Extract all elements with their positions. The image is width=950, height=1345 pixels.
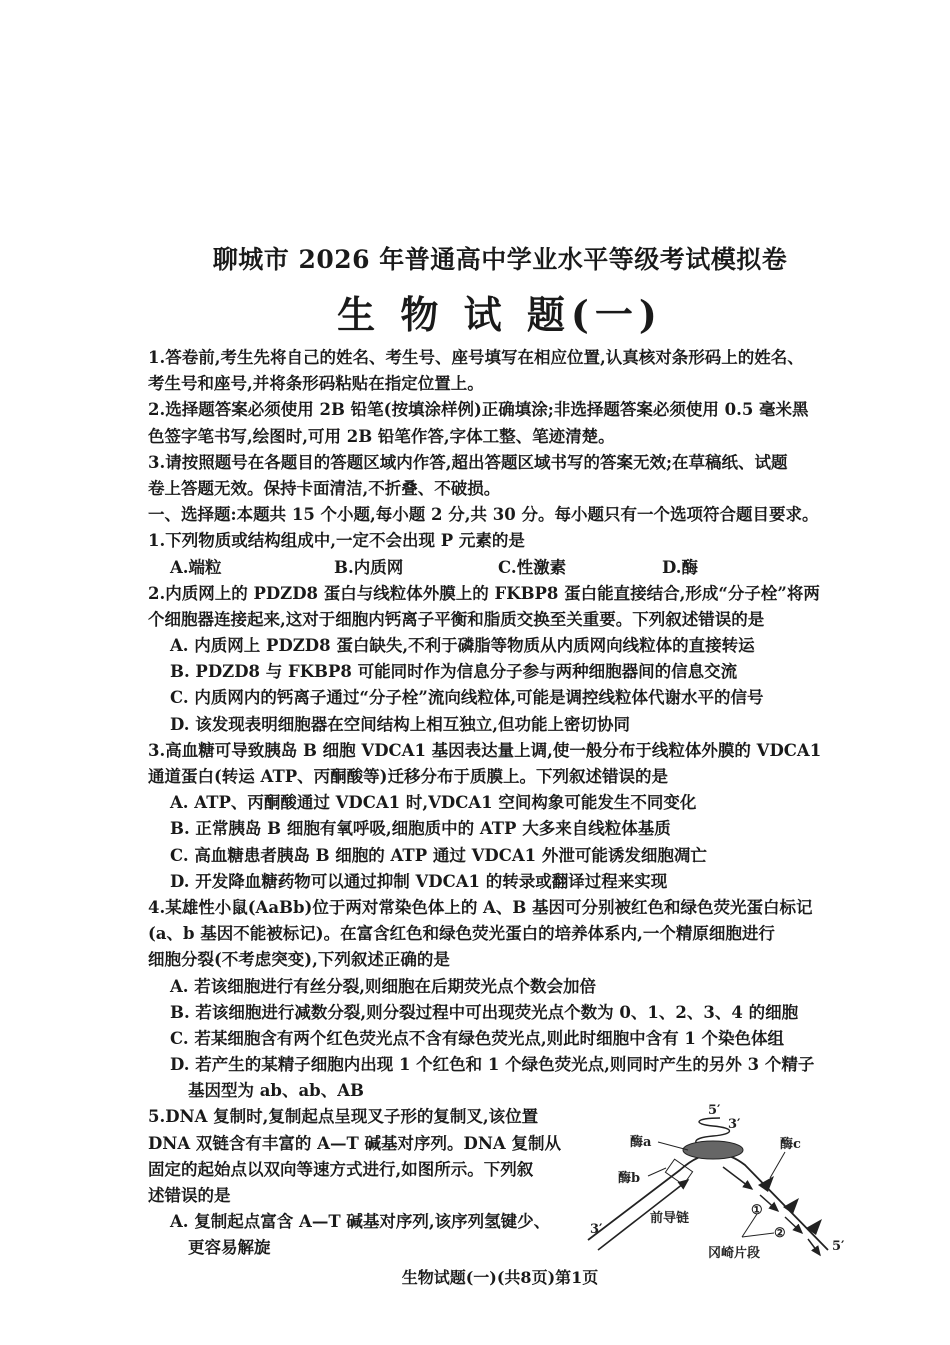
question-stem-line: 1.下列物质或结构组成中,一定不会出现 P 元素的是 <box>148 531 525 551</box>
answer-option: C.性激素 <box>498 557 567 577</box>
enzyme-c-pointer <box>770 1152 785 1178</box>
answer-option: A. 内质网上 PDZD8 蛋白缺失,不利于磷脂等物质从内质网向线粒体的直接转运 <box>170 636 755 656</box>
answer-option: B. 正常胰岛 B 细胞有氧呼吸,细胞质中的 ATP 大多来自线粒体基质 <box>170 819 671 839</box>
answer-option: 基因型为 ab、ab、AB <box>188 1081 364 1101</box>
answer-option: C. 内质网内的钙离子通过“分子栓”流向线粒体,可能是调控线粒体代谢水平的信号 <box>170 688 764 708</box>
label-enzyme-b: 酶b <box>618 1171 641 1186</box>
question-stem-line: 细胞分裂(不考虑突变),下列叙述正确的是 <box>148 950 450 970</box>
question-stem-line: 4.某雄性小鼠(AaBb)位于两对常染色体上的 A、B 基因可分别被红色和绿色荧光蛋白标记 <box>148 897 813 917</box>
label-enzyme-a: 酶a <box>630 1135 652 1150</box>
instruction-line: 考生号和座号,并将条形码粘贴在指定位置上。 <box>148 374 484 394</box>
parental-strand-outer <box>588 1154 828 1250</box>
instruction-line: 3.请按照题号在各题目的答题区域内作答,超出答题区域书写的答案无效;在草稿纸、试题 <box>148 452 788 472</box>
answer-option: A.端粒 <box>170 557 222 577</box>
answer-option: D. 该发现表明细胞器在空间结构上相互独立,但功能上密切协同 <box>170 714 630 734</box>
instruction-line: 1.答卷前,考生先将自己的姓名、考生号、座号填写在相应位置,认真核对条形码上的姓名、 <box>148 348 804 367</box>
enzyme-b-pointer <box>648 1168 666 1176</box>
answer-option: A. 复制起点富含 A—T 碱基对序列,该序列氢键少、 <box>170 1212 551 1232</box>
enzyme-c-triangle <box>783 1198 799 1214</box>
answer-option: C. 高血糖患者胰岛 B 细胞的 ATP 通过 VDCA1 外泄可能诱发细胞凋亡 <box>170 845 707 865</box>
label-enzyme-c: 酶c <box>780 1137 801 1152</box>
question-stem-line: 固定的起始点以双向等速方式进行,如图所示。下列叙 <box>148 1159 534 1179</box>
label-5prime-top: 5′ <box>708 1103 721 1118</box>
label-okazaki-fragments: 冈崎片段 <box>708 1246 761 1261</box>
label-marker-2: ② <box>774 1226 786 1241</box>
lagging-fragment <box>785 1217 802 1233</box>
label-3prime-left: 3′ <box>590 1222 603 1237</box>
lagging-fragment <box>760 1195 778 1211</box>
answer-option: A. 若该细胞进行有丝分裂,则细胞在后期荧光点个数会加倍 <box>170 976 597 996</box>
question-stem-line: 个细胞器连接起来,这对于细胞内钙离子平衡和脂质交换至关重要。下列叙述错误的是 <box>148 609 765 629</box>
answer-option: 更容易解旋 <box>188 1238 271 1258</box>
lagging-fragment <box>808 1239 820 1255</box>
label-3prime-top: 3′ <box>728 1117 741 1132</box>
question-stem-line: 5.DNA 复制时,复制起点呈现叉子形的复制叉,该位置 <box>148 1107 539 1127</box>
exam-title: 聊城市 2026 年普通高中学业水平等级考试模拟卷 <box>212 245 788 274</box>
answer-option: B.内质网 <box>334 557 404 577</box>
label-5prime-right: 5′ <box>832 1239 845 1254</box>
answer-option: B. PDZD8 与 FKBP8 可能同时作为信息分子参与两种细胞器间的信息交流 <box>170 662 738 682</box>
option-row <box>148 555 853 581</box>
question-stem-line: 3.高血糖可导致胰岛 B 细胞 VDCA1 基因表达量上调,使一般分布于线粒体外膜的 VDCA1 <box>148 740 822 760</box>
enzyme-a-pointer <box>658 1142 688 1150</box>
question-stem-line: (a、b 基因不能被标记)。在富含红色和绿色荧光蛋白的培养体系内,一个精原细胞进行 <box>148 924 775 944</box>
lagging-fragment <box>723 1167 752 1189</box>
answer-option: C. 若某细胞含有两个红色荧光点不含有绿色荧光点,则此时细胞中含有 1 个染色体组 <box>170 1028 785 1048</box>
question-stem-line: 通道蛋白(转运 ATP、丙酮酸等)迁移分布于质膜上。下列叙述错误的是 <box>148 767 668 786</box>
answer-option: D. 若产生的某精子细胞内出现 1 个红色和 1 个绿色荧光点,则同时产生的另外 3 个精子 <box>170 1055 815 1075</box>
instruction-line: 2.选择题答案必须使用 2B 铅笔(按填涂样例)正确填涂;非选择题答案必须使用 0.5 毫米黑 <box>148 400 809 420</box>
instruction-line: 色签字笔书写,绘图时,可用 2B 铅笔作答,字体工整、笔迹清楚。 <box>148 426 615 446</box>
enzyme-a-shape <box>683 1141 743 1159</box>
section-heading: 一、选择题:本题共 15 个小题,每小题 2 分,共 30 分。每小题只有一个选项符合题目要求。 <box>148 505 819 525</box>
page-footer: 生物试题(一)(共8页)第1页 <box>401 1268 599 1287</box>
label-marker-1: ① <box>751 1203 763 1218</box>
okazaki-pointer <box>742 1233 774 1237</box>
question-stem-line: 2.内质网上的 PDZD8 蛋白与线粒体外膜上的 FKBP8 蛋白能直接结合,形成“分子栓”将两 <box>148 583 820 603</box>
question-stem-line: 述错误的是 <box>148 1186 231 1205</box>
dna-replication-diagram <box>580 1100 850 1270</box>
answer-option: D. 开发降血糖药物可以通过抑制 VDCA1 的转录或翻译过程来实现 <box>170 871 668 891</box>
enzyme-c-triangle <box>758 1176 774 1192</box>
enzyme-c-triangle <box>806 1219 822 1235</box>
answer-option: D.酶 <box>662 557 698 577</box>
exam-subtitle: 生 物 试 题(一) <box>337 292 663 337</box>
label-leading-strand: 前导链 <box>650 1211 690 1226</box>
answer-option: B. 若该细胞进行减数分裂,则分裂过程中可出现荧光点个数为 0、1、2、3、4 的细胞 <box>170 1002 799 1022</box>
answer-option: A. ATP、丙酮酸通过 VDCA1 时,VDCA1 空间构象可能发生不同变化 <box>170 793 697 813</box>
instruction-line: 卷上答题无效。保持卡面清洁,不折叠、不破损。 <box>148 478 501 498</box>
question-stem-line: DNA 双链含有丰富的 A—T 碱基对序列。DNA 复制从 <box>148 1133 561 1153</box>
